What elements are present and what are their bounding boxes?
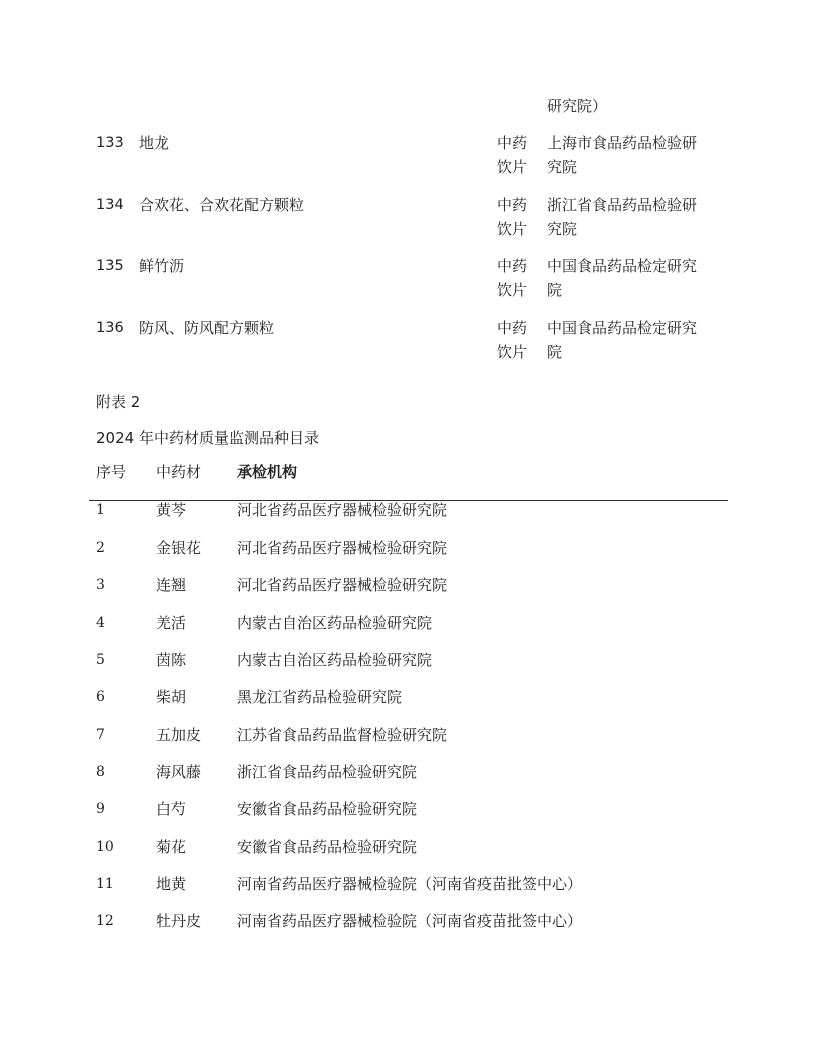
testing-institution: 浙江省食品药品检验研究院	[237, 763, 418, 781]
table-row	[0, 573, 816, 603]
drug-name: 鲜竹沥	[139, 257, 185, 275]
testing-institution: 河北省药品医疗器械检验研究院	[237, 539, 448, 557]
herb-name: 地黄	[156, 875, 187, 893]
table1-row	[0, 316, 816, 366]
herb-name: 金银花	[156, 539, 202, 557]
testing-institution: 浙江省食品药品检验研究院	[547, 196, 698, 238]
row-number: 1	[96, 502, 105, 518]
row-number: 6	[96, 689, 105, 705]
table1-row	[0, 193, 816, 243]
testing-institution: 河南省药品医疗器械检验院（河南省疫苗批签中心）	[237, 875, 583, 893]
herb-name: 海风藤	[156, 763, 202, 781]
row-number: 4	[96, 615, 105, 631]
table-row	[0, 611, 816, 641]
testing-institution: 黑龙江省药品检验研究院	[237, 688, 403, 706]
herb-name: 菊花	[156, 838, 187, 856]
herb-name: 黄芩	[156, 501, 187, 519]
testing-institution: 内蒙古自治区药品检验研究院	[237, 651, 433, 669]
testing-institution: 河北省药品医疗器械检验研究院	[237, 501, 448, 519]
row-number: 3	[96, 577, 105, 593]
table-row	[0, 872, 816, 902]
row-number: 5	[96, 652, 105, 668]
row-number: 8	[96, 764, 105, 780]
row-number: 10	[96, 839, 114, 855]
herb-name: 白芍	[156, 800, 187, 818]
drug-name: 合欢花、合欢花配方颗粒	[139, 196, 305, 214]
table-row	[0, 835, 816, 865]
table-row	[0, 685, 816, 715]
row-number: 12	[96, 913, 114, 929]
table2-header	[0, 460, 816, 488]
testing-institution: 中国食品药品检定研究院	[547, 257, 698, 299]
table-row	[0, 498, 816, 528]
row-number: 136	[96, 320, 124, 336]
table1-row	[0, 131, 816, 181]
testing-institution: 中国食品药品检定研究院	[547, 319, 698, 361]
table1-continuation-text: 研究院）	[547, 97, 608, 115]
testing-institution: 上海市食品药品检验研究院	[547, 134, 698, 176]
herb-name: 茵陈	[156, 651, 187, 669]
row-number: 7	[96, 727, 105, 743]
herb-name: 连翘	[156, 576, 187, 594]
drug-name: 防风、防风配方颗粒	[139, 319, 275, 337]
testing-institution: 河北省药品医疗器械检验研究院	[237, 576, 448, 594]
row-number: 9	[96, 801, 105, 817]
table-row	[0, 760, 816, 790]
testing-institution: 安徽省食品药品检验研究院	[237, 800, 418, 818]
testing-institution: 内蒙古自治区药品检验研究院	[237, 614, 433, 632]
row-number: 134	[96, 197, 124, 213]
testing-institution: 江苏省食品药品监督检验研究院	[237, 726, 448, 744]
table-row	[0, 536, 816, 566]
row-number: 11	[96, 876, 114, 892]
drug-type: 中药饮片	[497, 134, 528, 176]
header-herb: 中药材	[156, 463, 202, 481]
row-number: 2	[96, 540, 105, 556]
table-row	[0, 909, 816, 939]
row-number: 133	[96, 135, 124, 151]
drug-name: 地龙	[139, 134, 170, 152]
table2-title: 2024 年中药材质量监测品种目录	[96, 429, 319, 447]
drug-type: 中药饮片	[497, 319, 528, 361]
herb-name: 羌活	[156, 614, 187, 632]
testing-institution: 河南省药品医疗器械检验院（河南省疫苗批签中心）	[237, 912, 583, 930]
table-row	[0, 648, 816, 678]
herb-name: 牡丹皮	[156, 912, 202, 930]
testing-institution: 安徽省食品药品检验研究院	[237, 838, 418, 856]
table-row	[0, 797, 816, 827]
row-number: 135	[96, 258, 124, 274]
herb-name: 柴胡	[156, 688, 187, 706]
table1-row	[0, 254, 816, 304]
table-row	[0, 723, 816, 753]
herb-name: 五加皮	[156, 726, 202, 744]
header-no: 序号	[96, 463, 127, 481]
header-institution: 承检机构	[237, 463, 298, 481]
drug-type: 中药饮片	[497, 196, 528, 238]
appendix-label: 附表 2	[96, 393, 141, 411]
drug-type: 中药饮片	[497, 257, 528, 299]
